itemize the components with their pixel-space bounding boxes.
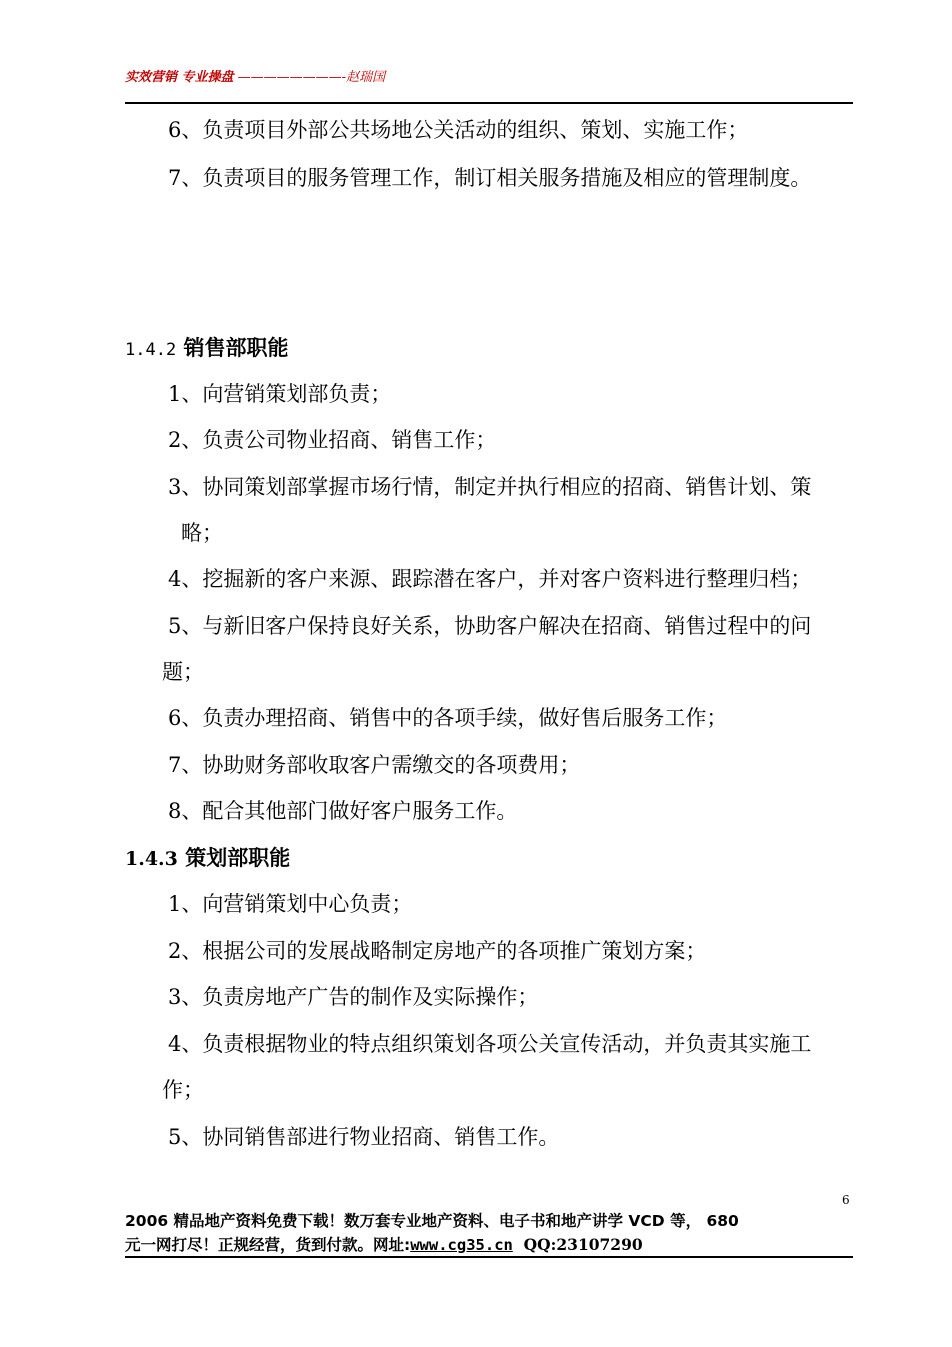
list-item: 7、协助财务部收取客户需缴交的各项费用； — [168, 753, 581, 777]
list-item: 3、协同策划部掌握市场行情，制定并执行相应的招商、销售计划、策 — [168, 475, 812, 499]
header-divider — [125, 102, 853, 104]
list-item: 1、向营销策划中心负责； — [168, 892, 413, 916]
list-item-continuation: 题； — [162, 660, 204, 684]
header-dashes: ————————- — [233, 70, 347, 85]
list-item: 6、负责办理招商、销售中的各项手续，做好售后服务工作； — [168, 706, 728, 730]
list-item: 6、负责项目外部公共场地公关活动的组织、策划、实施工作； — [168, 118, 749, 142]
list-item: 5、协同销售部进行物业招商、销售工作。 — [168, 1125, 560, 1149]
footer-qq: QQ:23107290 — [523, 1235, 643, 1254]
section-title: 销售部职能 — [183, 335, 289, 360]
page-header — [125, 66, 853, 85]
footer-line-1: 2006 精品地产资料免费下载！数万套专业地产资料、电子书和地产讲学 VCD 等， 680 — [125, 1212, 739, 1230]
list-item: 1、向营销策划部负责； — [168, 382, 392, 406]
list-item: 5、与新旧客户保持良好关系，协助客户解决在招商、销售过程中的问 — [168, 614, 812, 638]
section-number: 1.4.3 — [125, 848, 178, 870]
page-number: 6 — [842, 1193, 850, 1207]
header-brand: 实效营销 专业操盘 — [125, 70, 234, 85]
list-item: 2、负责公司物业招商、销售工作； — [168, 428, 497, 452]
list-item-continuation: 略； — [181, 521, 223, 545]
list-item: 4、挖掘新的客户来源、跟踪潜在客户，并对客户资料进行整理归档； — [168, 567, 812, 591]
section-number: 1.4.2 — [125, 340, 177, 360]
footer-line-2-text: 元一网打尽！正规经营，货到付款。网址: — [125, 1236, 411, 1254]
section-title: 策划部职能 — [185, 845, 291, 870]
footer-divider — [125, 1256, 853, 1258]
website-link[interactable]: www.cg35.cn — [410, 1236, 513, 1254]
list-item: 7、负责项目的服务管理工作，制订相关服务措施及相应的管理制度。 — [168, 166, 812, 190]
footer-line-2 — [125, 1233, 643, 1255]
section-heading-sales — [125, 336, 289, 362]
list-item: 4、负责根据物业的特点组织策划各项公关宣传活动，并负责其实施工 — [168, 1032, 812, 1056]
list-item: 8、配合其他部门做好客户服务工作。 — [168, 799, 518, 823]
section-heading-planning — [125, 846, 290, 871]
list-item: 3、负责房地产广告的制作及实际操作； — [168, 985, 539, 1009]
header-author: 赵瑞国 — [346, 70, 386, 85]
list-item-continuation: 作； — [162, 1078, 204, 1102]
list-item: 2、根据公司的发展战略制定房地产的各项推广策划方案； — [168, 939, 707, 963]
